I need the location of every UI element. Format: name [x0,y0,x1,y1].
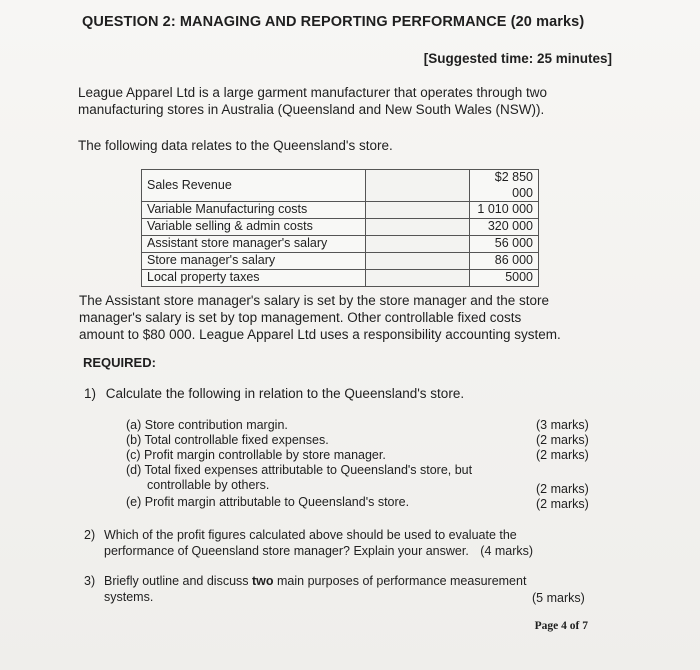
question-1 [84,386,464,401]
part-e: (e) Profit margin attributable to Queensland's store. [126,495,410,509]
part-d: (d) Total fixed expenses attributable to Queensland's store, but [126,463,473,477]
question-2-number: 2) [84,528,96,542]
question-3-number: 3) [84,574,96,588]
part-d-continued: controllable by others. [147,478,270,492]
row-label: Store manager's salary [142,253,366,270]
row-label: Variable Manufacturing costs [142,202,366,219]
question-heading: QUESTION 2: MANAGING AND REPORTING PERFORMANCE (20 marks) [82,14,585,30]
row-label: Variable selling & admin costs [142,219,366,236]
part-d-marks: (2 marks) [536,482,589,496]
question-2-line-2: performance of Queensland store manager? Explain your answer. [104,543,469,558]
empty-cell [366,270,470,287]
question-2-marks: (4 marks) [480,543,534,558]
table-row [142,270,539,287]
empty-cell [366,170,470,202]
row-label: Sales Revenue [142,170,366,202]
row-value: 56 000 [470,236,539,253]
part-e-marks: (2 marks) [536,497,589,511]
context-line-1: The Assistant store manager's salary is set by the store manager and the store [79,293,550,308]
part-b: (b) Total controllable fixed expenses. [126,433,329,447]
part-a-marks: (3 marks) [536,418,589,432]
intro-line-1: League Apparel Ltd is a large garment manufacturer that operates through two [78,85,548,100]
suggested-time: [Suggested time: 25 minutes] [423,51,612,66]
empty-cell [366,236,470,253]
required-label: REQUIRED: [83,355,156,370]
intro-paragraph [78,84,547,118]
row-label: Local property taxes [142,270,366,287]
row-value: 86 000 [470,253,539,270]
table-row [142,202,539,219]
empty-cell [366,253,470,270]
row-value: 1 010 000 [470,202,539,219]
question-3-bold-word: two [252,574,274,588]
queensland-data-table [141,169,539,287]
table-row [142,236,539,253]
question-2 [84,528,533,559]
table-row [142,219,539,236]
part-c-marks: (2 marks) [536,448,589,462]
table-row [142,253,539,270]
question-1-number: 1) [84,386,97,401]
empty-cell [366,219,470,236]
question-3-text-pre: Briefly outline and discuss [104,574,252,588]
table-row [142,170,539,202]
part-a: (a) Store contribution margin. [126,418,288,432]
row-value: 320 000 [470,219,539,236]
row-value: 5000 [470,270,539,287]
row-label: Assistant store manager's salary [142,236,366,253]
data-intro: The following data relates to the Queensland's store. [78,138,393,153]
intro-line-2: manufacturing stores in Australia (Queensland and New South Wales (NSW)). [78,102,545,117]
empty-cell [366,202,470,219]
part-b-marks: (2 marks) [536,433,589,447]
part-c: (c) Profit margin controllable by store manager. [126,448,386,462]
page-number: Page 4 of 7 [534,620,588,632]
context-line-2: manager's salary is set by top management. Other controllable fixed costs [79,310,522,325]
context-line-3: amount to $80 000. League Apparel Ltd uses a responsibility accounting system. [79,327,561,342]
context-paragraph [79,292,561,343]
question-1-text: Calculate the following in relation to the Queensland's store. [105,386,465,401]
question-3-marks: (5 marks) [532,591,585,605]
question-3 [84,574,526,605]
question-2-line-1: Which of the profit figures calculated above should be used to evaluate the [104,528,517,542]
question-3-line-2: systems. [104,589,154,604]
question-3-text-post: main purposes of performance measurement [273,574,527,588]
row-value: $2 850 000 [470,170,539,202]
